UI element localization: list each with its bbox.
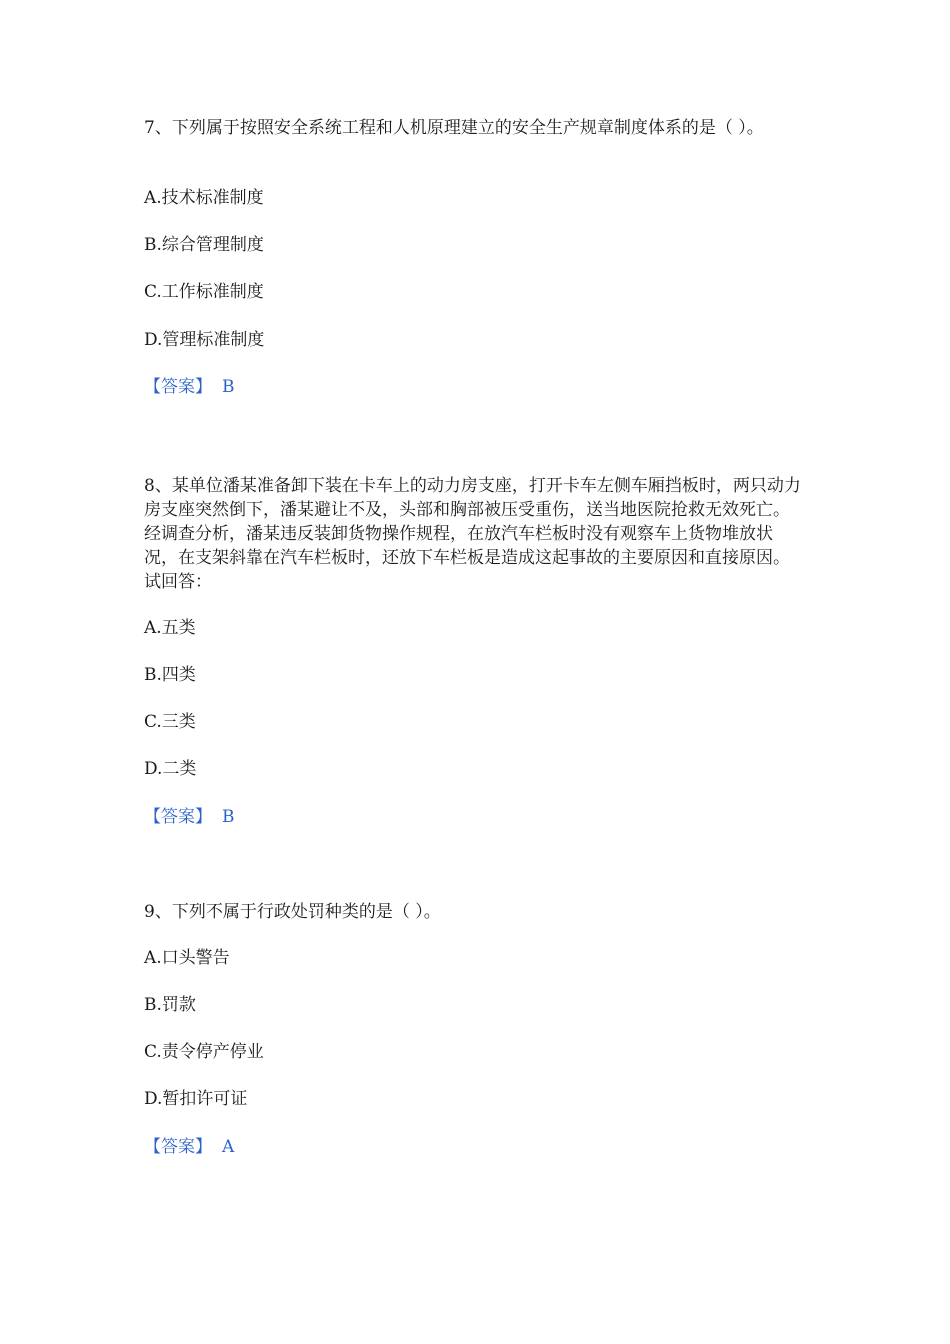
question-stem: 7、下列属于按照安全系统工程和人机原理建立的安全生产规章制度体系的是（ ）。 xyxy=(144,118,764,138)
answer-line xyxy=(144,805,235,829)
answer-value: B xyxy=(222,807,235,827)
option-a: A.五类 xyxy=(144,618,196,638)
option-c: C.工作标准制度 xyxy=(144,282,264,302)
option-d: D.二类 xyxy=(144,759,197,779)
option-b: B.罚款 xyxy=(144,995,196,1015)
answer-line xyxy=(144,375,235,399)
question-8 xyxy=(144,474,804,827)
answer-label: 【答案】 xyxy=(144,807,212,827)
option-c: C.责令停产停业 xyxy=(144,1042,264,1062)
answer-line xyxy=(144,1135,234,1159)
answer-label: 【答案】 xyxy=(144,377,212,397)
option-d: D.管理标准制度 xyxy=(144,330,265,350)
question-stem: 8、某单位潘某准备卸下装在卡车上的动力房支座，打开卡车左侧车厢挡板时，两只动力房支座突然倒下，潘某避让不及，头部和胸部被压受重伤，送当地医院抢救无效死亡。经调查分析，潘某违反装卸货物操作规程，在放汽车栏板时没有观察车上货物堆放状况，在支架斜靠在汽车栏板时，还放下车栏板是造成这起事故的主要原因和直接原因。试回答： xyxy=(144,476,801,592)
option-b: B.综合管理制度 xyxy=(144,235,264,255)
question-stem: 9、下列不属于行政处罚种类的是（ ）。 xyxy=(144,902,441,922)
answer-value: B xyxy=(222,377,235,397)
question-9 xyxy=(144,900,804,1157)
option-a: A.口头警告 xyxy=(144,948,230,968)
option-d: D.暂扣许可证 xyxy=(144,1089,248,1109)
answer-value: A xyxy=(222,1137,235,1157)
answer-label: 【答案】 xyxy=(144,1137,212,1157)
option-a: A.技术标准制度 xyxy=(144,188,264,208)
option-b: B.四类 xyxy=(144,665,196,685)
question-7 xyxy=(144,116,804,397)
option-c: C.三类 xyxy=(144,712,196,732)
